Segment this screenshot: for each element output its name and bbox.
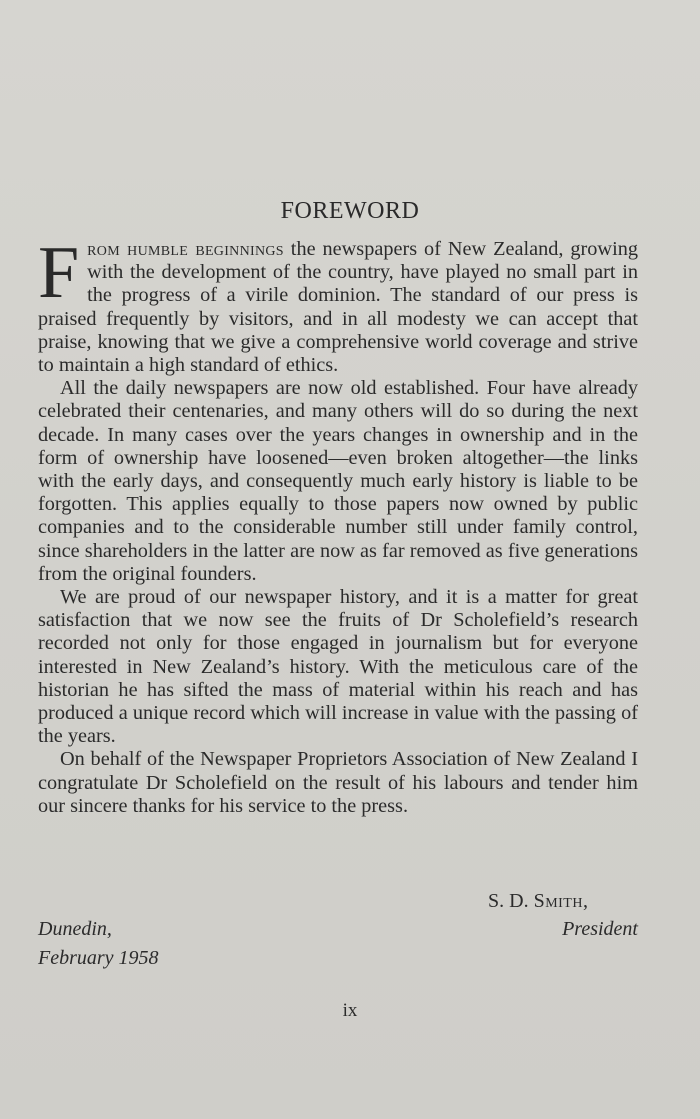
paragraph-2: All the daily newspapers are now old established. Four have already celebrated their centenaries, and many others will do so during the next decade. In many cases over the years changes in ownership and in the form of ownership have loosened—even broken altogether—the links with the early days, and consequently much early history is liable to be forgotten. This applies equally to those papers now owned by public companies and to the considerable number still under family control, since shareholders in the latter are now as far removed as five generations from the original founders.	[38, 377, 638, 585]
place-line: Dunedin,	[38, 918, 112, 940]
page-number: ix	[342, 1000, 358, 1021]
drop-cap: F	[38, 232, 80, 314]
paragraph-1	[38, 232, 638, 377]
signature-surname: Smith,	[533, 890, 589, 912]
paragraph-1-opening: rom humble beginnings	[87, 238, 284, 260]
signature-role: President	[562, 918, 638, 940]
date-line: February 1958	[38, 947, 159, 969]
signature-name	[488, 890, 588, 913]
page-title: FOREWORD	[280, 198, 420, 224]
paragraph-4: On behalf of the Newspaper Proprietors Association of New Zealand I congratulate Dr Scholefield on the result of his labours and tender him our sincere thanks for his service to the press.	[38, 748, 638, 817]
foreword-body	[38, 232, 638, 818]
paragraph-1-text: the newspapers of New Zealand, growing with the development of the country, have played no small part in the progress of a virile dominion. The standard of our press is praised frequently by visitors, and in all modesty we can accept that praise, knowing that we give a comprehensive world coverage and strive to maintain a high standard of ethics.	[38, 238, 638, 377]
signature-initials: S. D.	[488, 890, 534, 912]
paragraph-3: We are proud of our newspaper history, and it is a matter for great satisfaction that we now see the fruits of Dr Scholefield’s research recorded not only for those engaged in journalism but for everyone interested in New Zealand’s history. With the meticulous care of the historian he has sifted the mass of material within his reach and has produced a unique record which will increase in value with the passing of the years.	[38, 586, 638, 748]
